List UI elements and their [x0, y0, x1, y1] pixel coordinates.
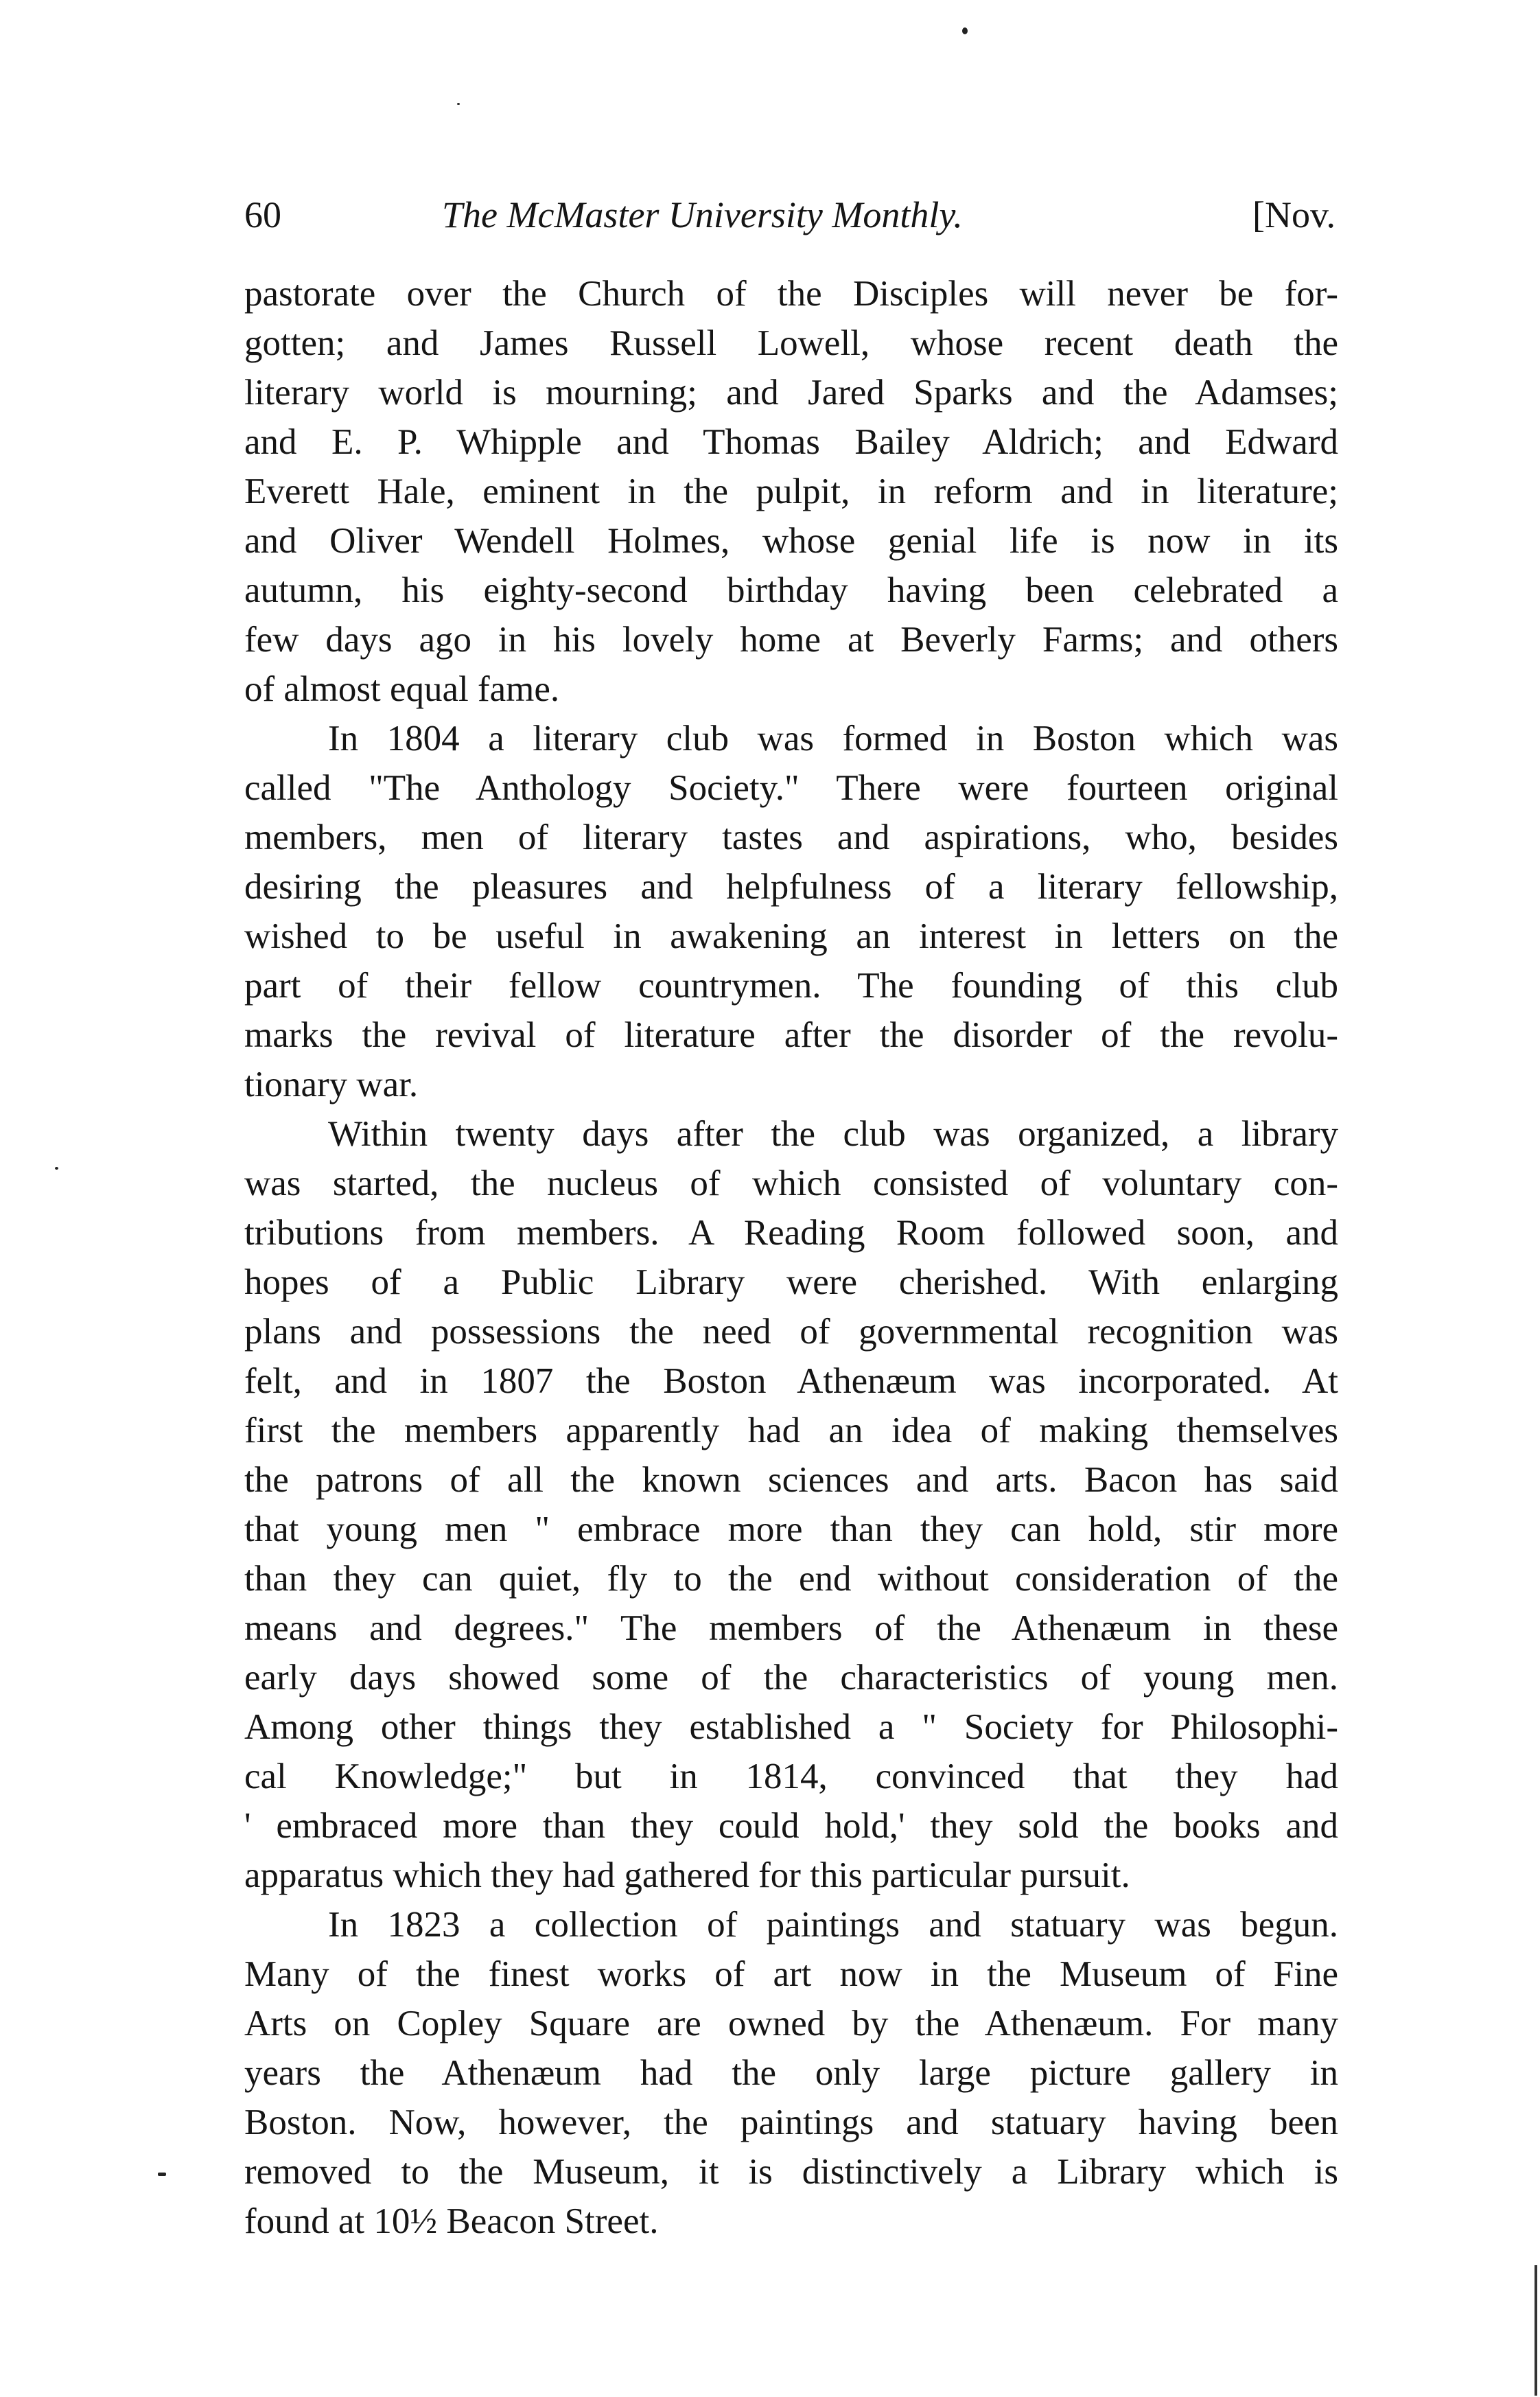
text-line: means and degrees." The members of the Athenæum in these: [244, 1608, 1338, 1648]
scan-speck: [55, 1167, 58, 1170]
text-line: Boston. Now, however, the paintings and statuary having been: [244, 2103, 1338, 2142]
running-header: [244, 191, 1335, 239]
page-number: 60: [244, 194, 281, 235]
page-edge-mark: [1535, 2265, 1537, 2396]
text-line: plans and possessions the need of governmental recognition was: [244, 1312, 1338, 1352]
text-line: few days ago in his lovely home at Beverly Farms; and others: [244, 620, 1338, 660]
text-line: In 1823 a collection of paintings and statuary was begun.: [328, 1905, 1338, 1945]
text-line: of almost equal fame.: [244, 669, 560, 709]
text-line: Among other things they established a " Society for Philosophi-: [244, 1707, 1338, 1747]
text-line: In 1804 a literary club was formed in Boston which was: [328, 719, 1338, 759]
text-line: and Oliver Wendell Holmes, whose genial life is now in its: [244, 521, 1338, 561]
issue-month: [Nov.: [1252, 194, 1335, 235]
scan-speck: [457, 103, 460, 105]
text-line: autumn, his eighty-second birthday having been celebrated a: [244, 570, 1338, 610]
scan-speck: [962, 27, 968, 34]
text-line: wished to be useful in awakening an interest in letters on the: [244, 916, 1338, 956]
text-line: felt, and in 1807 the Boston Athenæum was incorporated. At: [244, 1361, 1338, 1401]
paragraph: [244, 1109, 1338, 1900]
text-line: removed to the Museum, it is distinctively a Library which is: [244, 2152, 1338, 2192]
scan-speck: [158, 2173, 166, 2176]
text-line: years the Athenæum had the only large picture gallery in: [244, 2053, 1338, 2093]
paragraph: [244, 269, 1338, 714]
text-line: ' embraced more than they could hold,' they sold the books and: [244, 1806, 1338, 1846]
text-line: members, men of literary tastes and aspirations, who, besides: [244, 818, 1338, 857]
text-line: hopes of a Public Library were cherished. With enlarging: [244, 1262, 1338, 1302]
text-line: desiring the pleasures and helpfulness of a literary fellowship,: [244, 867, 1338, 907]
text-line: than they can quiet, fly to the end without consideration of the: [244, 1559, 1338, 1599]
text-line: the patrons of all the known sciences and arts. Bacon has said: [244, 1460, 1338, 1500]
text-line: literary world is mourning; and Jared Sparks and the Adamses;: [244, 373, 1338, 413]
journal-title: The McMaster University Monthly.: [442, 194, 963, 235]
text-line: part of their fellow countrymen. The founding of this club: [244, 966, 1338, 1006]
text-line: called "The Anthology Society." There were fourteen original: [244, 768, 1338, 808]
text-line: was started, the nucleus of which consisted of voluntary con-: [244, 1163, 1338, 1203]
article-body: [244, 269, 1338, 2246]
text-line: that young men " embrace more than they can hold, stir more: [244, 1509, 1338, 1549]
text-line: gotten; and James Russell Lowell, whose recent death the: [244, 323, 1338, 363]
text-line: apparatus which they had gathered for this particular pursuit.: [244, 1855, 1130, 1895]
text-line: tionary war.: [244, 1065, 419, 1104]
text-line: Within twenty days after the club was organized, a library: [328, 1114, 1338, 1154]
text-line: tributions from members. A Reading Room followed soon, and: [244, 1213, 1338, 1253]
text-line: Arts on Copley Square are owned by the Athenæum. For many: [244, 2004, 1338, 2043]
text-line: first the members apparently had an idea of making themselves: [244, 1411, 1338, 1450]
text-line: Many of the finest works of art now in the Museum of Fine: [244, 1954, 1338, 1994]
paragraph: [244, 1900, 1338, 2246]
text-line: found at 10½ Beacon Street.: [244, 2201, 659, 2241]
text-line: early days showed some of the characteristics of young men.: [244, 1658, 1338, 1698]
text-line: pastorate over the Church of the Disciples will never be for-: [244, 274, 1338, 314]
paragraph: [244, 714, 1338, 1109]
text-line: and E. P. Whipple and Thomas Bailey Aldrich; and Edward: [244, 422, 1338, 462]
text-line: cal Knowledge;" but in 1814, convinced that they had: [244, 1757, 1338, 1796]
text-line: marks the revival of literature after the disorder of the revolu-: [244, 1015, 1338, 1055]
text-line: Everett Hale, eminent in the pulpit, in reform and in literature;: [244, 472, 1338, 511]
